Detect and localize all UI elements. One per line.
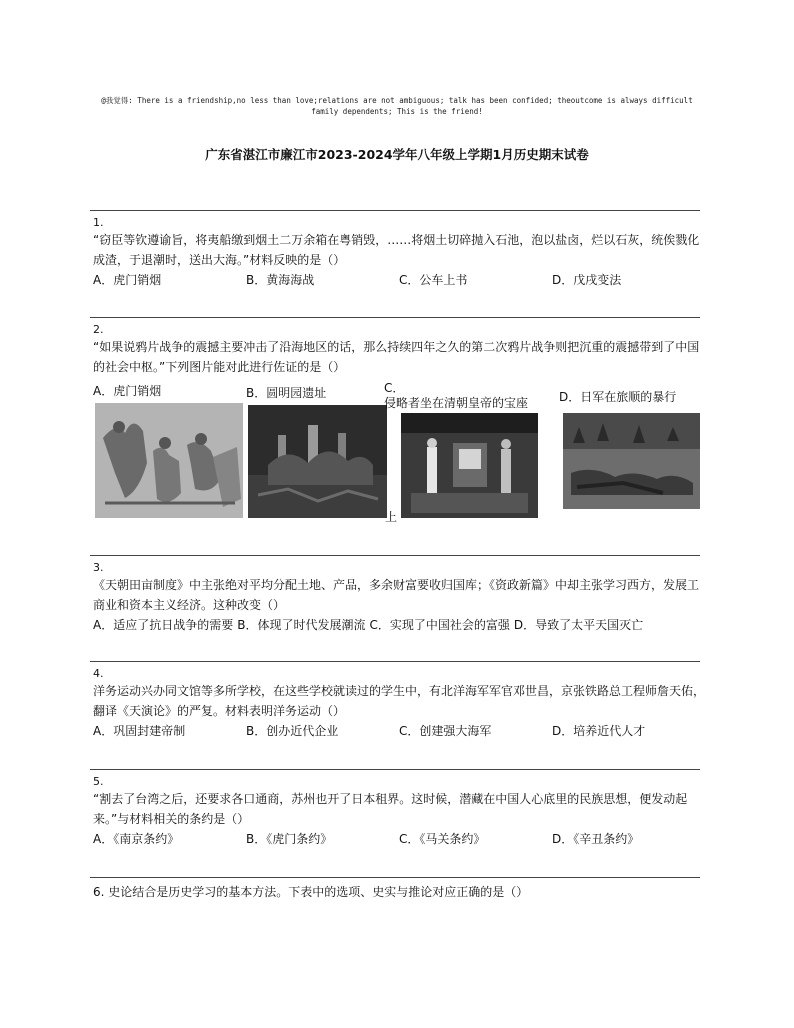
question-stem: 6. 史论结合是历史学习的基本方法。下表中的选项、史实与推论对应正确的是（）: [93, 885, 529, 899]
header-quote: @我觉得: There is a friendship,no less than love;relations are not ambiguous; talk has been confided; theoutcome is always difficult family dependents; This is the friend!: [101, 96, 693, 116]
option-b[interactable]: B．体现了时代发展潮流: [237, 618, 366, 632]
option-a[interactable]: A．巩固封建帝制: [93, 724, 186, 738]
option-a[interactable]: A．适应了抗日战争的需要: [93, 618, 234, 632]
ruins-photo-icon[interactable]: [248, 405, 387, 518]
page-title: 广东省湛江市廉江市2023-2024学年八年级上学期1月历史期末试卷: [205, 147, 589, 162]
divider: [90, 555, 700, 556]
question-number: 3.: [93, 561, 104, 574]
question-stem: 《天朝田亩制度》中主张绝对平均分配土地、产品，多余财富要收归国库；《资政新篇》中却主张学习西方，发展工商业和资本主义经济。这种改变（）: [93, 578, 700, 612]
question-2: [93, 323, 705, 377]
option-d[interactable]: D．《辛丑条约》: [552, 832, 640, 846]
option-d[interactable]: D．导致了太平天国灭亡: [513, 618, 644, 632]
picture-option-d-label[interactable]: D．日军在旅顺的暴行: [559, 390, 677, 404]
options-row: [93, 615, 705, 635]
option-d[interactable]: D．戊戌变法: [552, 273, 622, 287]
question-stem: “割去了台湾之后，还要求各口通商，苏州也开了日本租界。这时候，潜藏在中国人心底里的民族思想，便发动起来。”与材料相关的条约是（）: [93, 792, 688, 826]
option-c[interactable]: C．创建强大海军: [399, 724, 492, 738]
question-number: 1.: [93, 216, 104, 229]
question-5: [93, 775, 705, 849]
question-number: 5.: [93, 775, 104, 788]
picture-option-b-label[interactable]: B．圆明园遗址: [246, 386, 327, 400]
question-6: [93, 882, 705, 902]
question-stem: 洋务运动兴办同文馆等多所学校，在这些学校就读过的学生中，有北洋海军军官邓世昌，京张铁路总工程师詹天佑，翻译《天演论》的严复。材料表明洋务运动（）: [93, 684, 706, 718]
option-c[interactable]: C．公车上书: [399, 273, 468, 287]
question-stem: “如果说鸦片战争的震撼主要冲击了沿海地区的话，那么持续四年之久的第二次鸦片战争则把沉重的震撼带到了中国的社会中枢。”下列图片能对此进行佐证的是（）: [93, 340, 700, 374]
options-row: [93, 829, 705, 849]
divider: [90, 877, 700, 878]
relief-sculpture-photo-icon[interactable]: [95, 403, 243, 518]
picture-options: [93, 383, 705, 528]
question-stem: “窃臣等钦遵谕旨，将夷船缴到烟土二万余箱在粤销毁，……将烟土切碎抛入石池，泡以盐卤，烂以石灰，统俟戮化成渣，于退潮时，送出大海。”材料反映的是（）: [93, 233, 700, 267]
divider: [90, 210, 700, 211]
picture-option-c-caption: 侵略者坐在清朝皇帝的宝座: [384, 396, 529, 410]
question-3: [93, 561, 705, 635]
option-b[interactable]: B．黄海海战: [246, 273, 315, 287]
picture-option-a-label[interactable]: A．虎门销烟: [93, 384, 162, 398]
massacre-photo-icon[interactable]: [563, 413, 700, 509]
picture-option-c-caption-tail: 上: [385, 510, 398, 524]
option-b[interactable]: B．《虎门条约》: [246, 832, 333, 846]
question-1: [93, 216, 705, 290]
question-4: [93, 667, 705, 741]
option-a[interactable]: A．《南京条约》: [93, 832, 180, 846]
option-c[interactable]: C．《马关条约》: [399, 832, 486, 846]
options-row: [93, 721, 705, 741]
question-number: 2.: [93, 323, 104, 336]
question-number: 4.: [93, 667, 104, 680]
option-d[interactable]: D．培养近代人才: [552, 724, 646, 738]
picture-option-c-label[interactable]: C．: [384, 381, 405, 395]
divider: [90, 769, 700, 770]
option-a[interactable]: A．虎门销烟: [93, 273, 162, 287]
divider: [90, 661, 700, 662]
option-b[interactable]: B．创办近代企业: [246, 724, 339, 738]
option-c[interactable]: C．实现了中国社会的富强: [369, 618, 510, 632]
divider: [90, 317, 700, 318]
throne-photo-icon[interactable]: [401, 413, 538, 518]
options-row: [93, 270, 705, 290]
